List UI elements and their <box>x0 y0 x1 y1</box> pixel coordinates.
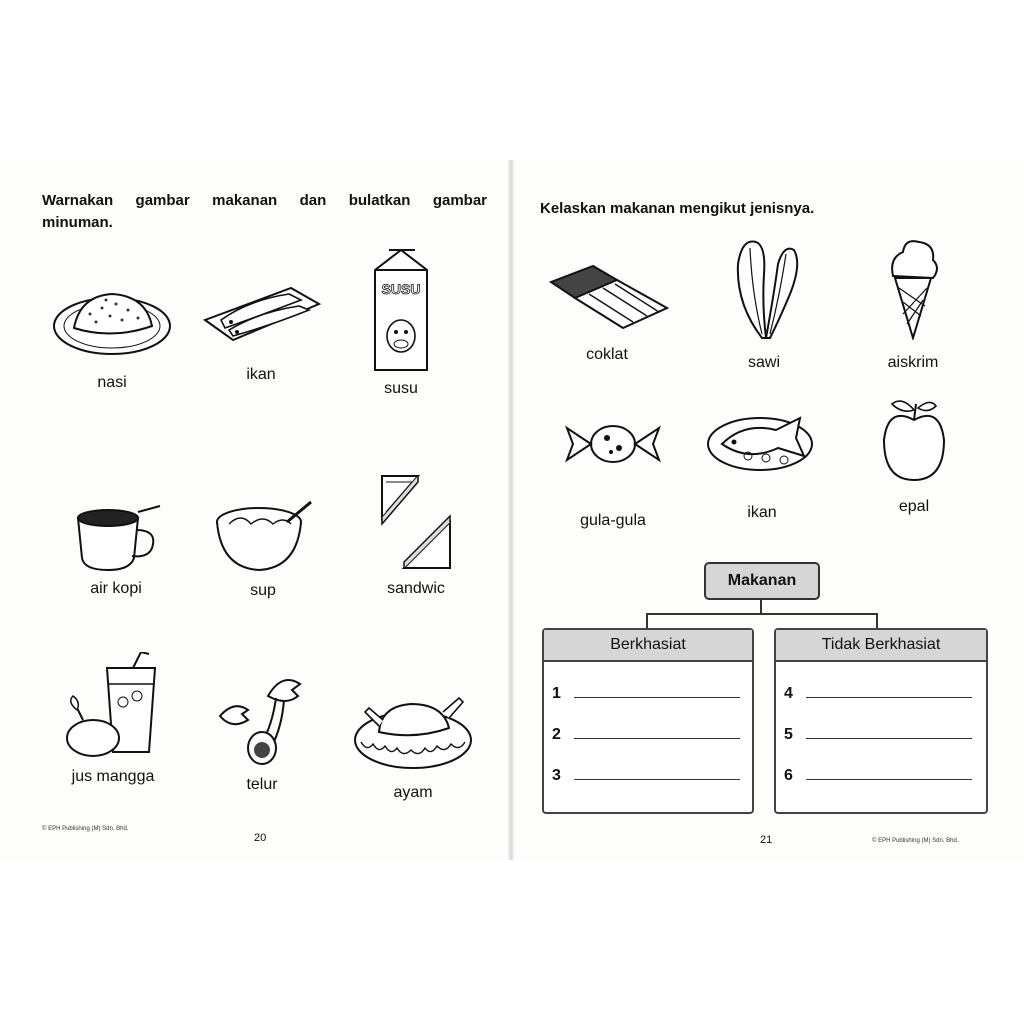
left-instruction: Warnakan gambar makanan dan bulatkan gambar minuman. <box>42 192 487 231</box>
milk-carton-icon <box>361 246 441 374</box>
sandwich-icon <box>374 470 458 574</box>
chart-root-box <box>704 562 820 600</box>
item-sup <box>208 496 318 600</box>
item-nasi <box>48 284 176 392</box>
chart-connector-right <box>876 613 878 629</box>
label-sawi: sawi <box>747 354 780 371</box>
fish-plate-icon <box>199 270 323 350</box>
chart-connector-left <box>646 613 648 629</box>
label-ikan-right: ikan <box>747 504 777 521</box>
berkhasiat-header: Berkhasiat <box>544 630 752 662</box>
right-footer: © EPH Publishing (M) Sdn. Bhd. <box>872 838 959 844</box>
roast-chicken-icon <box>353 690 473 774</box>
item-sandwic <box>366 470 466 598</box>
chart-connector-bar <box>646 613 878 615</box>
label-sup: sup <box>250 582 276 599</box>
answer-row-2 <box>544 703 752 744</box>
apple-icon <box>878 396 950 484</box>
answer-line-1[interactable] <box>574 697 740 698</box>
book-gutter <box>508 160 514 860</box>
answer-number-2: 2 <box>552 726 561 743</box>
answer-number-3: 3 <box>552 767 561 784</box>
berkhasiat-column <box>542 628 754 814</box>
tidak-berkhasiat-column <box>774 628 988 814</box>
label-telur: telur <box>246 776 278 793</box>
label-ikan: ikan <box>246 366 276 383</box>
item-ikan-right <box>702 408 822 522</box>
label-nasi: nasi <box>97 374 127 391</box>
egg-icon <box>212 666 312 770</box>
label-air-kopi: air kopi <box>90 580 142 597</box>
answer-row-5 <box>776 703 986 744</box>
item-coklat <box>542 264 672 364</box>
label-epal: epal <box>898 498 930 515</box>
coffee-cup-icon <box>68 500 164 574</box>
answer-row-6 <box>776 744 986 785</box>
answer-row-1 <box>544 662 752 703</box>
left-footer: © EPH Publishing (M) Sdn. Bhd. <box>42 826 129 832</box>
label-sandwic: sandwic <box>387 580 445 597</box>
mango-juice-icon <box>63 652 163 762</box>
item-gula-gula <box>558 418 668 530</box>
soup-bowl-icon <box>211 496 315 576</box>
item-air-kopi <box>66 500 166 598</box>
chart-root-label: Makanan <box>727 572 797 589</box>
label-coklat: coklat <box>586 346 628 363</box>
right-page-number: 21 <box>760 834 773 846</box>
label-jus-mangga: jus mangga <box>71 768 155 785</box>
answer-line-3[interactable] <box>574 779 740 780</box>
answer-row-4 <box>776 662 986 703</box>
label-gula-gula: gula-gula <box>580 512 646 529</box>
label-aiskrim: aiskrim <box>887 354 939 371</box>
carton-text: SUSU <box>381 281 421 297</box>
item-susu <box>356 246 446 398</box>
rice-plate-icon <box>50 284 174 360</box>
answer-line-6[interactable] <box>806 779 972 780</box>
candy-icon <box>561 418 665 468</box>
tidak-berkhasiat-header: Tidak Berkhasiat <box>776 630 986 662</box>
answer-line-4[interactable] <box>806 697 972 698</box>
answer-number-6: 6 <box>784 767 793 784</box>
item-sawi <box>724 234 804 372</box>
chocolate-bar-icon <box>545 264 669 330</box>
answer-line-2[interactable] <box>574 738 740 739</box>
mustard-greens-icon <box>726 234 802 342</box>
left-page-number: 20 <box>254 832 267 844</box>
ice-cream-icon <box>885 236 941 340</box>
answer-number-5: 5 <box>784 726 793 743</box>
chart-connector-stem <box>760 598 762 614</box>
item-telur <box>212 666 312 794</box>
item-ikan <box>196 270 326 384</box>
item-ayam <box>350 690 476 802</box>
label-susu: susu <box>384 380 418 397</box>
fish-dish-icon <box>704 408 820 474</box>
answer-number-4: 4 <box>784 685 793 702</box>
item-jus-mangga <box>58 652 168 786</box>
item-aiskrim <box>878 236 948 372</box>
answer-row-3 <box>544 744 752 785</box>
answer-line-5[interactable] <box>806 738 972 739</box>
label-ayam: ayam <box>393 784 433 801</box>
answer-number-1: 1 <box>552 685 561 702</box>
item-epal <box>874 396 954 516</box>
right-instruction: Kelaskan makanan mengikut jenisnya. <box>540 200 815 217</box>
